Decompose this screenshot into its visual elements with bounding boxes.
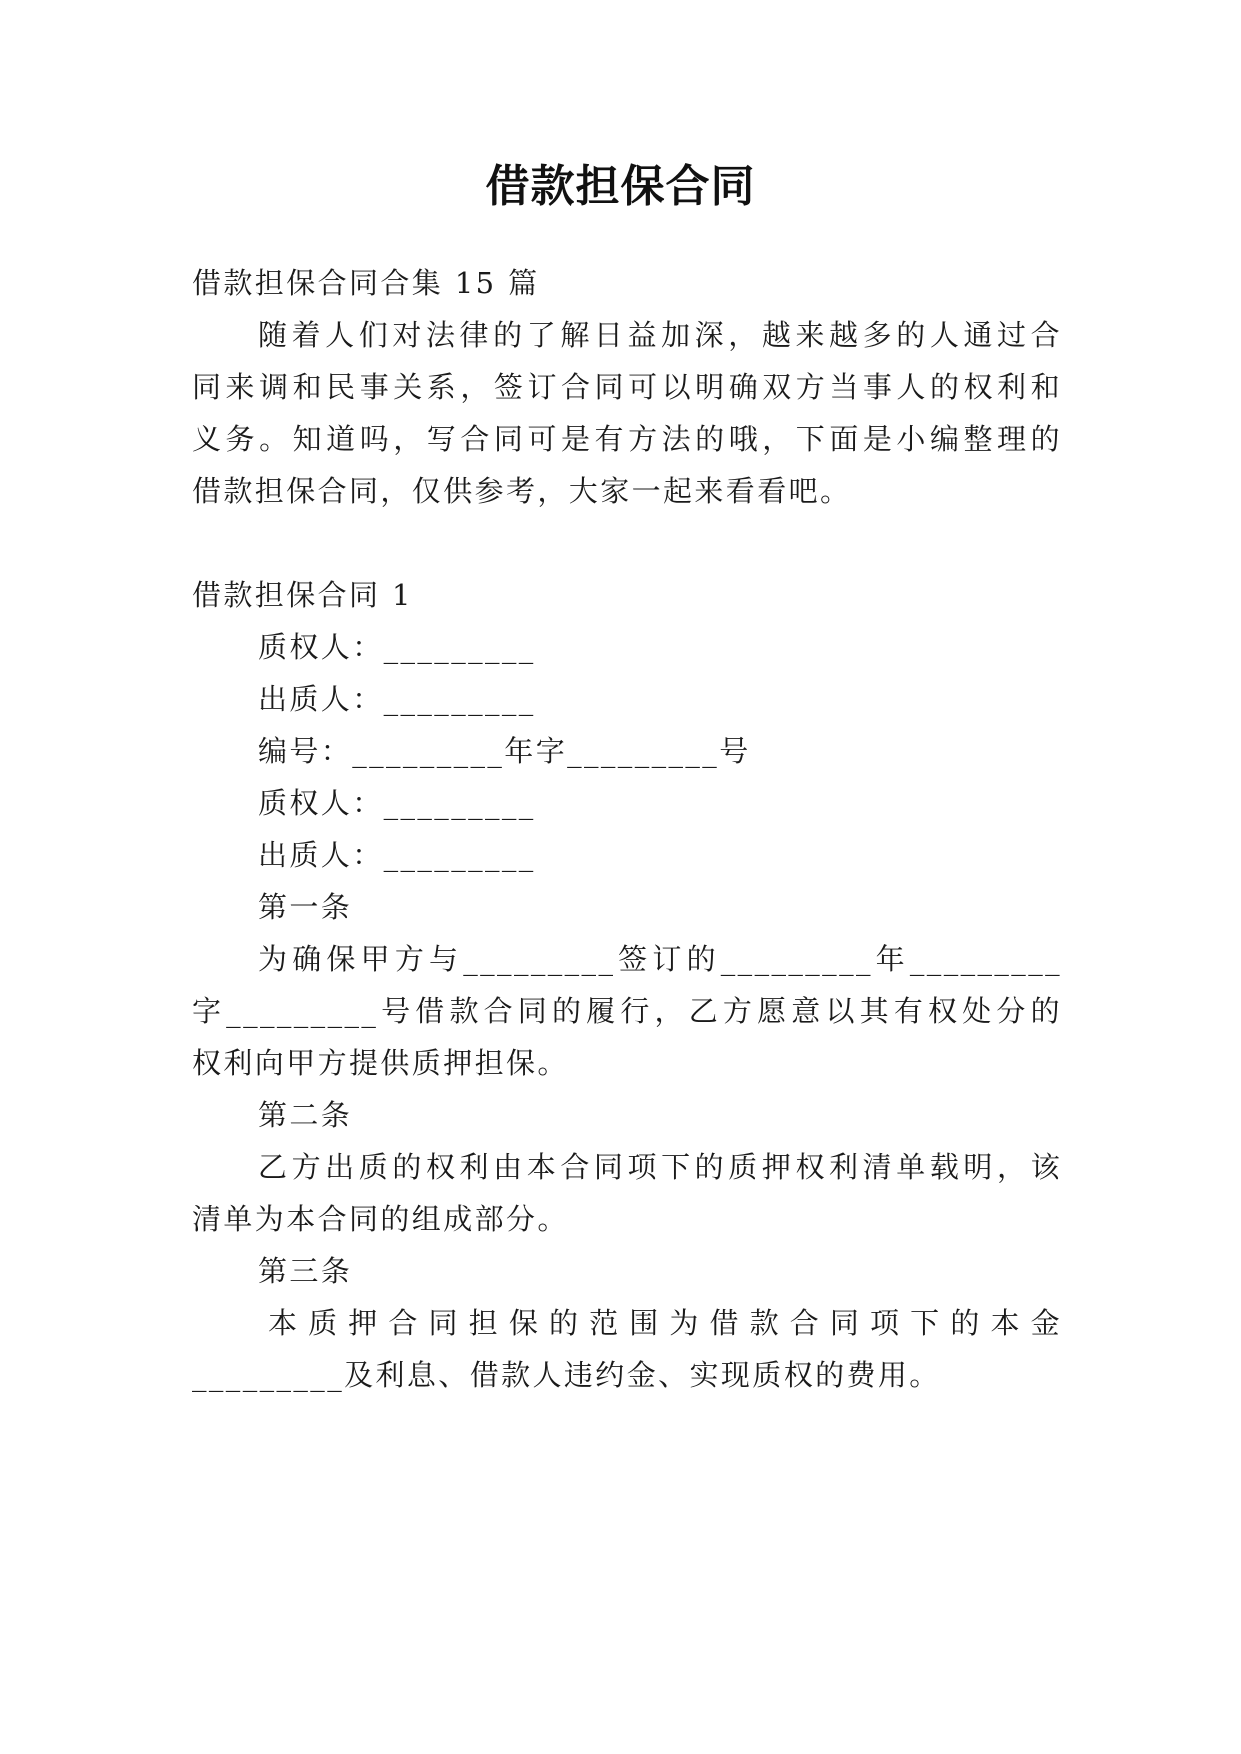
article-line: 权利向甲方提供质押担保。 bbox=[192, 1046, 569, 1080]
document-subtitle: 借款担保合同合集 15 篇 bbox=[192, 266, 540, 300]
field-pledgee: 质权人：_________ bbox=[258, 630, 536, 664]
intro-line: 借款担保合同，仅供参考，大家一起来看看吧。 bbox=[192, 474, 852, 508]
section-heading: 借款担保合同 1 bbox=[192, 578, 413, 612]
article-line: 为确保甲方与_________签订的_________年_________ bbox=[258, 942, 1062, 976]
article-line: _________及利息、借款人违约金、实现质权的费用。 bbox=[192, 1358, 941, 1392]
article-line: 清单为本合同的组成部分。 bbox=[192, 1202, 569, 1236]
article-heading: 第二条 bbox=[258, 1098, 353, 1132]
article-line: 字_________号借款合同的履行，乙方愿意以其有权处分的 bbox=[192, 994, 1062, 1028]
field-pledgee: 质权人：_________ bbox=[258, 786, 536, 820]
document-title: 借款担保合同 bbox=[485, 161, 756, 212]
intro-line: 随着人们对法律的了解日益加深，越来越多的人通过合 bbox=[258, 318, 1062, 352]
article-line: 本质押合同担保的范围为借款合同项下的本金 bbox=[268, 1306, 1062, 1340]
article-line: 乙方出质的权利由本合同项下的质押权利清单载明，该 bbox=[258, 1150, 1062, 1184]
intro-line: 同来调和民事关系，签订合同可以明确双方当事人的权利和 bbox=[192, 370, 1062, 404]
article-heading: 第三条 bbox=[258, 1254, 353, 1288]
field-number: 编号：_________年字_________号 bbox=[258, 734, 751, 768]
field-pledgor: 出质人：_________ bbox=[258, 682, 536, 716]
intro-line: 义务。知道吗，写合同可是有方法的哦，下面是小编整理的 bbox=[192, 422, 1062, 456]
field-pledgor: 出质人：_________ bbox=[258, 838, 536, 872]
article-heading: 第一条 bbox=[258, 890, 353, 924]
